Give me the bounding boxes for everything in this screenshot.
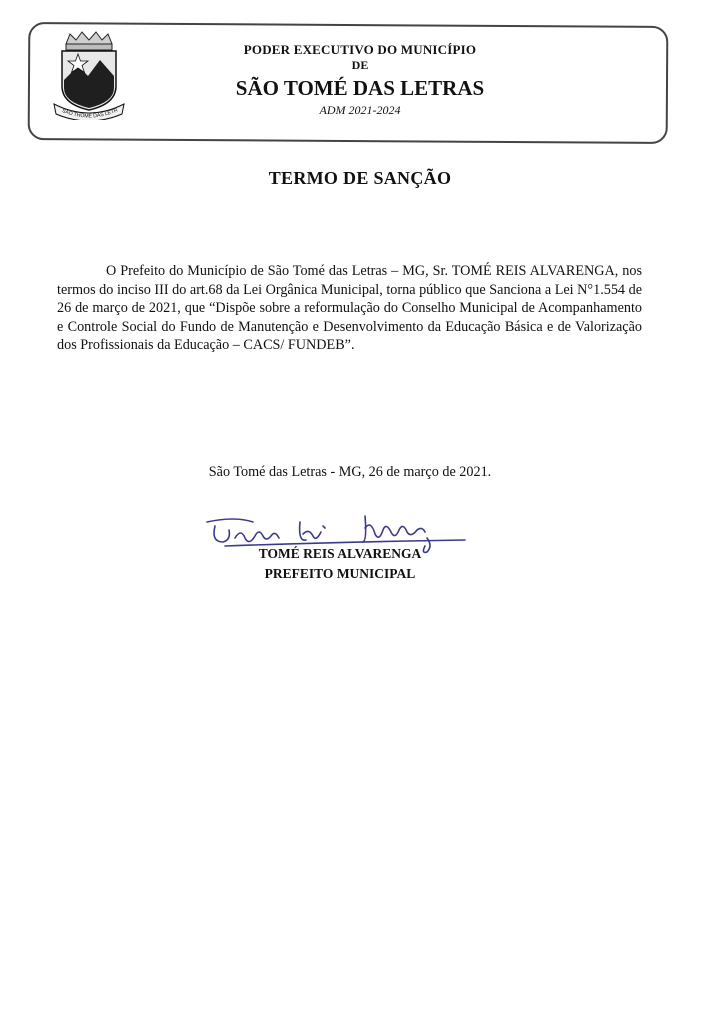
document-body: O Prefeito do Município de São Tomé das Letras – MG, Sr. TOMÉ REIS ALVARENGA, nos termos do inciso III do art.68 da Lei Orgânica Municipal, torna público que Sanciona a Lei N°1.554 de 26 de março de 2021, que “Dispõe sobre a reformulação do Conselho Municipal de Acompanhamento e Controle Social do Fundo de Manutenção e Desenvolvimento da Educação Básica e de Valorização dos Profissionais da Educação – CACS/ FUNDEB”.	[57, 263, 642, 353]
crest-banner-text: SÃO THOMÉ DAS LETR	[60, 107, 119, 120]
municipality-name: SÃO TOMÉ DAS LETRAS	[235, 76, 485, 100]
document-title: TERMO DE SANÇÃO	[268, 168, 452, 188]
signatory-role: PREFEITO MUNICIPAL	[264, 566, 416, 581]
signatory-name: TOMÉ REIS ALVARENGA	[258, 546, 422, 561]
header-line-1: PODER EXECUTIVO DO MUNICÍPIO	[243, 42, 477, 57]
place-and-date: São Tomé das Letras - MG, 26 de março de 2021.	[208, 464, 492, 480]
header-line-2: DE	[351, 58, 369, 72]
municipal-crest-logo	[52, 30, 126, 120]
administration-period: ADM 2021-2024	[319, 103, 401, 117]
